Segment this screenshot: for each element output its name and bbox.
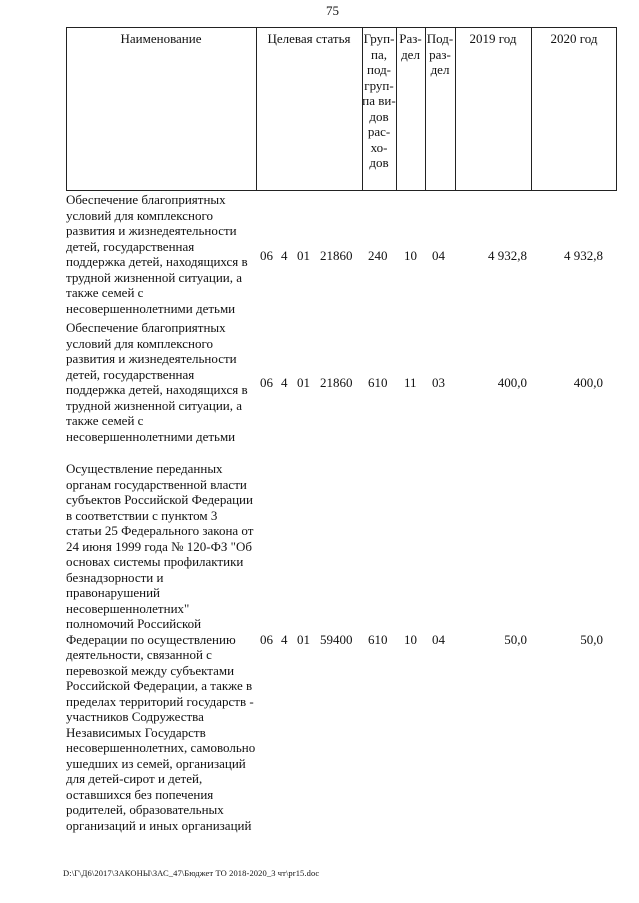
subsection: 04 (432, 248, 445, 263)
amount-2020: 4 932,8 (564, 248, 603, 263)
header-section: Раз- дел (399, 31, 422, 62)
subsection: 04 (432, 632, 445, 647)
expense-group: 610 (368, 632, 388, 647)
row-name: Обеспечение благоприятных условий для комплексного развития и жизнедеятельности детей, государственная поддержка детей, находящихся в трудной жизненной ситуации, а также семей с несовершеннолетними детьми (66, 320, 248, 444)
header-2020: 2020 год (550, 31, 598, 46)
target-code-2: 4 (281, 375, 288, 390)
target-code-1: 06 (260, 632, 273, 647)
target-code-3: 01 (297, 248, 310, 263)
target-code-2: 4 (281, 248, 288, 263)
target-code-4: 21860 (320, 375, 353, 390)
header-2019: 2019 год (469, 31, 517, 46)
row-name: Обеспечение благоприятных условий для комплексного развития и жизнедеятельности детей, государственная поддержка детей, находящихся в трудной жизненной ситуации, а также семей с несовершеннолетними детьми (66, 192, 248, 316)
header-target: Целевая статья (267, 31, 351, 46)
amount-2019: 50,0 (504, 632, 527, 647)
column-divider (455, 27, 456, 191)
section: 10 (404, 248, 417, 263)
file-path-footer: D:\Г\Д6\2017\ЗАКОНЫ\ЗАС_47\Бюджет ТО 2018-2020_3 чт\pr15.doc (63, 868, 320, 878)
target-code-3: 01 (297, 632, 310, 647)
column-divider (256, 27, 257, 191)
header-subsection: Под- раз- дел (426, 31, 454, 77)
expense-group: 610 (368, 375, 388, 390)
target-code-3: 01 (297, 375, 310, 390)
amount-2020: 50,0 (580, 632, 603, 647)
page-number: 75 (326, 3, 339, 18)
expense-group: 240 (368, 248, 388, 263)
row-name: Осуществление переданных органам государственной власти субъектов Российской Федерации в соответствии с пунктом 3 статьи 25 Федерального закона от 24 июня 1999 года № 120-ФЗ "Об основах системы профилактики безнадзорности и правонарушений несовершеннолетних" полномочий Российской Федерации по осуществлению деятельности, связанной с перевозкой между субъектами Российской Федерации, а также в пределах территорий государств - участников Содружества Независимых Государств несовершеннолетних, самовольно ушедших из семей, организаций для детей-сирот и детей, оставшихся без попечения родителей, образовательных организаций и иных организаций (66, 461, 256, 833)
target-code-1: 06 (260, 375, 273, 390)
subsection: 03 (432, 375, 445, 390)
header-group: Груп- па, под- груп- па ви- дов рас- хо- дов (362, 31, 396, 170)
header-name: Наименование (120, 31, 202, 46)
target-code-4: 59400 (320, 632, 353, 647)
target-code-1: 06 (260, 248, 273, 263)
amount-2019: 400,0 (497, 375, 527, 390)
column-divider (531, 27, 532, 191)
table-header-frame (66, 27, 617, 191)
target-code-2: 4 (281, 632, 288, 647)
amount-2019: 4 932,8 (488, 248, 527, 263)
section: 11 (404, 375, 417, 390)
amount-2020: 400,0 (573, 375, 603, 390)
target-code-4: 21860 (320, 248, 353, 263)
section: 10 (404, 632, 417, 647)
